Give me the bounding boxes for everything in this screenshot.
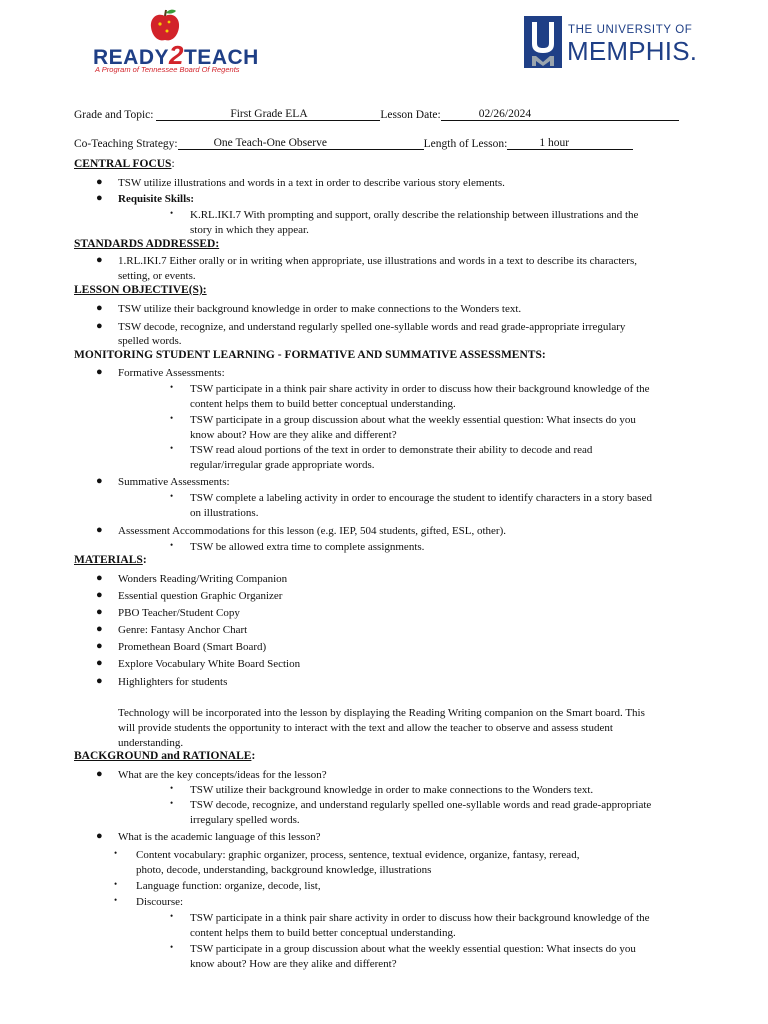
date-value: 02/26/2024 — [478, 108, 532, 120]
bullet-icon: ● — [96, 830, 103, 842]
accommodation-item: TSW be allowed extra time to complete assignments. — [190, 541, 425, 553]
bullet-icon: ● — [96, 366, 103, 378]
discourse-1-line2: content helps them to build better conceptual understanding. — [190, 927, 456, 939]
requisite-skill-line2: story in which they appear. — [190, 224, 309, 236]
length-value: 1 hour — [539, 137, 570, 149]
bullet-icon: • — [114, 879, 118, 889]
key-concept-2-line2: irregulary spelled words. — [190, 814, 300, 826]
grade-label: Grade and Topic: — [74, 109, 154, 121]
summative-label: Summative Assessments: — [118, 476, 230, 488]
background-heading: BACKGROUND and RATIONALE: — [74, 750, 256, 762]
bullet-icon: • — [170, 382, 174, 392]
bullet-icon: ● — [96, 768, 103, 780]
key-concept-2-line1: TSW decode, recognize, and understand regularly spelled one-syllable words and read grade-appropriate — [190, 799, 652, 811]
bullet-icon: ● — [96, 675, 103, 687]
bullet-icon: ● — [96, 623, 103, 635]
bullet-icon: ● — [96, 475, 103, 487]
standard-line1: 1.RL.IKI.7 Either orally or in writing when appropriate, use illustrations and words in a text to describe its characters, — [118, 255, 637, 267]
material-item: PBO Teacher/Student Copy — [118, 607, 240, 619]
bullet-icon: • — [170, 208, 174, 218]
objective-item2-line1: TSW decode, recognize, and understand regularly spelled one-syllable words and read grade-appropriate irregulary — [118, 321, 626, 333]
technology-line3: understanding. — [118, 737, 184, 749]
strategy-line — [74, 137, 633, 150]
content-vocabulary-line1: Content vocabulary: graphic organizer, process, sentence, textual evidence, organize, fantasy, reread, — [136, 849, 580, 861]
bullet-icon: • — [170, 911, 174, 921]
ready2teach-wordmark: READY2TEACH — [93, 40, 259, 70]
materials-heading: MATERIALS: — [74, 554, 147, 566]
formative-3-line2: regular/irregular grade appropriate words. — [190, 459, 375, 471]
material-item: Highlighters for students — [118, 676, 228, 688]
objective-item2-line2: spelled words. — [118, 335, 182, 347]
technology-line2: will provide students the opportunity to interact with the text and allow the teacher to observe and assess student — [118, 722, 613, 734]
bullet-icon: ● — [96, 589, 103, 601]
discourse-label: Discourse: — [136, 896, 184, 908]
memphis-logo — [524, 16, 704, 70]
key-concept-1: TSW utilize their background knowledge in order to make connections to the Wonders text. — [190, 784, 594, 796]
formative-label: Formative Assessments: — [118, 367, 225, 379]
bullet-icon: • — [170, 540, 174, 550]
bullet-icon: • — [114, 848, 118, 858]
discourse-2-line1: TSW participate in a group discussion about what the weekly essential question: What insects do you — [190, 943, 636, 955]
strategy-value: One Teach-One Observe — [213, 137, 327, 149]
strategy-label: Co-Teaching Strategy: — [74, 138, 178, 150]
objective-item1: TSW utilize their background knowledge in order to make connections to the Wonders text. — [118, 303, 522, 315]
academic-language-question: What is the academic language of this lesson? — [118, 831, 321, 843]
material-item: Explore Vocabulary White Board Section — [118, 658, 301, 670]
language-function: Language function: organize, decode, list, — [136, 880, 321, 892]
formative-1-line2: content helps them to build better conceptual understanding. — [190, 398, 456, 410]
bullet-icon: • — [170, 491, 174, 501]
bullet-icon: ● — [96, 176, 103, 188]
summative-1-line1: TSW complete a labeling activity in order to encourage the student to identify characters in a story based — [190, 492, 652, 504]
bullet-icon: ● — [96, 640, 103, 652]
apple-icon — [147, 8, 183, 44]
technology-line1: Technology will be incorporated into the lesson by displaying the Reading Writing companion on the Smart board. This — [118, 707, 645, 719]
discourse-1-line1: TSW participate in a think pair share activity in order to discuss how their background knowledge of the — [190, 912, 650, 924]
date-label: Lesson Date: — [380, 109, 441, 121]
memphis-big-text: MEMPHIS. — [567, 36, 698, 66]
monitoring-heading: MONITORING STUDENT LEARNING - FORMATIVE AND SUMMATIVE ASSESSMENTS: — [74, 349, 546, 361]
memphis-small-text: THE UNIVERSITY OF — [568, 24, 693, 36]
bullet-icon: ● — [96, 320, 103, 332]
discourse-2-line2: know about? How are they alike and different? — [190, 958, 397, 970]
content-vocabulary-line2: photo, decode, understanding, background knowledge, illustrations — [136, 864, 432, 876]
requisite-skills-label: Requisite Skills: — [118, 193, 195, 205]
summative-1-line2: on illustrations. — [190, 507, 259, 519]
formative-3-line1: TSW read aloud portions of the text in order to demonstrate their ability to decode and read — [190, 444, 593, 456]
standard-line2: setting, or events. — [118, 270, 196, 282]
bullet-icon: ● — [96, 524, 103, 536]
length-label: Length of Lesson: — [423, 138, 508, 150]
bullet-icon: ● — [96, 302, 103, 314]
requisite-skill-line1: K.RL.IKI.7 With prompting and support, orally describe the relationship between illustrations and the — [190, 209, 639, 221]
bullet-icon: • — [114, 895, 118, 905]
bullet-icon: • — [170, 942, 174, 952]
bullet-icon: ● — [96, 657, 103, 669]
bullet-icon: ● — [96, 192, 103, 204]
ready2teach-tagline: A Program of Tennessee Board Of Regents — [95, 65, 240, 74]
bullet-icon: ● — [96, 606, 103, 618]
formative-2-line2: know about? How are they alike and different? — [190, 429, 397, 441]
bullet-icon: • — [170, 443, 174, 453]
grade-value: First Grade ELA — [230, 108, 308, 120]
formative-2-line1: TSW participate in a group discussion about what the weekly essential question: What insects do you — [190, 414, 636, 426]
bullet-icon: ● — [96, 254, 103, 266]
um-shield-icon — [524, 16, 562, 68]
objectives-heading: LESSON OBJECTIVE(S): — [74, 284, 207, 296]
bullet-icon: ● — [96, 572, 103, 584]
grade-topic-line — [74, 108, 679, 121]
bullet-icon: • — [170, 413, 174, 423]
material-item: Essential question Graphic Organizer — [118, 590, 283, 602]
key-concepts-question: What are the key concepts/ideas for the lesson? — [118, 769, 327, 781]
material-item: Promethean Board (Smart Board) — [118, 641, 267, 653]
ready2teach-logo — [93, 8, 259, 78]
bullet-icon: • — [170, 798, 174, 808]
accommodations-label: Assessment Accommodations for this lesson (e.g. IEP, 504 students, gifted, ESL, other). — [118, 525, 507, 537]
formative-1-line1: TSW participate in a think pair share activity in order to discuss how their background knowledge of the — [190, 383, 650, 395]
central-focus-item: TSW utilize illustrations and words in a text in order to describe various story elements. — [118, 177, 505, 189]
standards-heading: STANDARDS ADDRESSED: — [74, 238, 220, 250]
material-item: Genre: Fantasy Anchor Chart — [118, 624, 248, 636]
material-item: Wonders Reading/Writing Companion — [118, 573, 288, 585]
bullet-icon: • — [170, 783, 174, 793]
central-focus-heading: CENTRAL FOCUS: — [74, 158, 175, 170]
